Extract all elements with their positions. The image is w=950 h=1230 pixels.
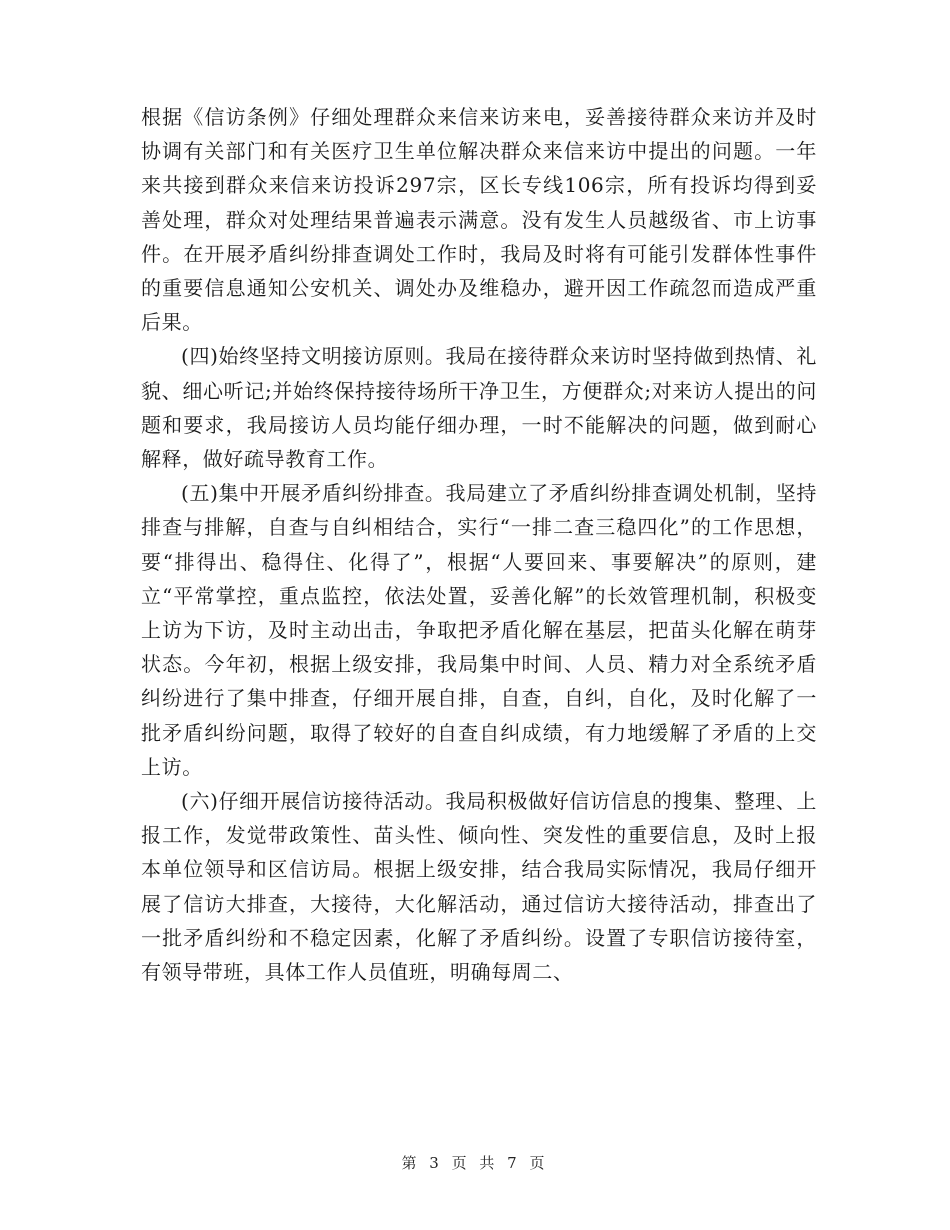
paragraph-dispute-screening: (五)集中开展矛盾纠纷排查。我局建立了矛盾纠纷排查调处机制，坚持排查与排解，自查与自纠相结合，实行“一排二查三稳四化”的工作思想，要“排得出、稳得住、化得了”，根据“人要回来、事要解决”的原则，建立“平常掌控，重点监控，依法处置，妥善化解”的长效管理机制，积极变上访为下访，及时主动出击，争取把矛盾化解在基层，把苗头化解在萌芽状态。今年初，根据上级安排，我局集中时间、人员、精力对全系统矛盾纠纷进行了集中排查，仔细开展自排，自查，自纠，自化，及时化解了一批矛盾纠纷问题，取得了较好的自查自纠成绩，有力地缓解了矛盾的上交上访。 (141, 481, 817, 779)
page-number-footer: 第 3 页 共 7 页 (401, 1154, 549, 1172)
paragraph-intake-handling: 根据《信访条例》仔细处理群众来信来访来电，妥善接待群众来访并及时协调有关部门和有关医疗卫生单位解决群众来信来访中提出的问题。一年来共接到群众来信来访投诉297宗，区长专线106宗，所有投诉均得到妥善处理，群众对处理结果普遍表示满意。没有发生人员越级省、市上访事件。在开展矛盾纠纷排查调处工作时，我局及时将有可能引发群体性事件的重要信息通知公安机关、调处办及维稳办，避开因工作疏忽而造成严重后果。 (141, 105, 817, 335)
paragraph-petition-reception: (六)仔细开展信访接待活动。我局积极做好信访信息的搜集、整理、上报工作，发觉带政策性、苗头性、倾向性、突发性的重要信息，及时上报本单位领导和区信访局。根据上级安排，结合我局实际情况，我局仔细开展了信访大排查，大接待，大化解活动，通过信访大接待活动，排查出了一批矛盾纠纷和不稳定因素，化解了矛盾纠纷。设置了专职信访接待室，有领导带班，具体工作人员值班，明确每周二、 (141, 789, 817, 985)
document-body (141, 100, 817, 989)
paragraph-civil-reception: (四)始终坚持文明接访原则。我局在接待群众来访时坚持做到热情、礼貌、细心听记;并始终保持接待场所干净卫生，方便群众;对来访人提出的问题和要求，我局接访人员均能仔细办理，一时不能解决的问题，做到耐心解释，做好疏导教育工作。 (141, 344, 817, 472)
